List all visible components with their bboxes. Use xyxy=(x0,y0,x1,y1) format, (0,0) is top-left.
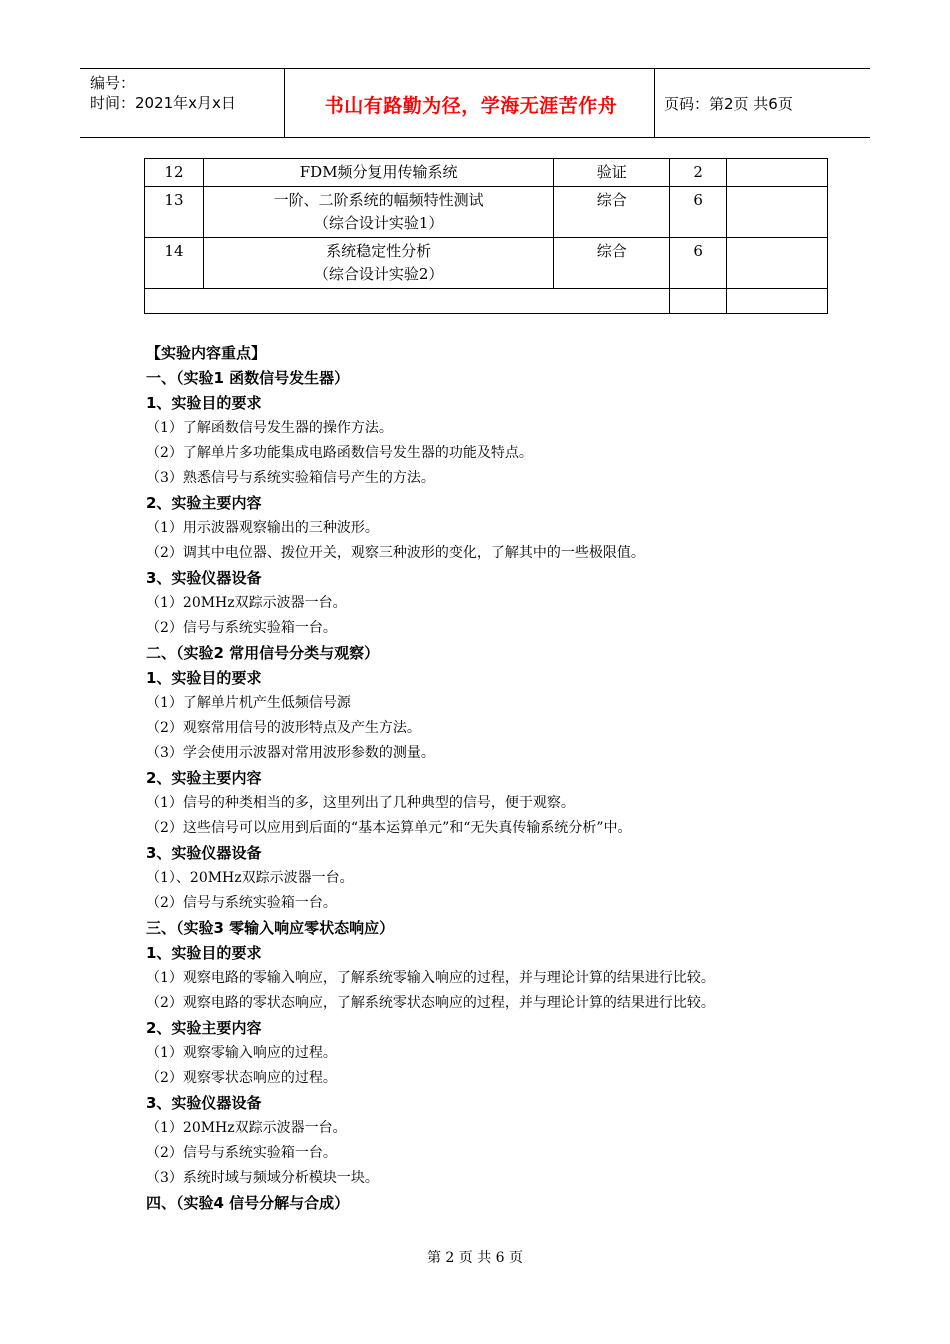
list-item: （1）20MHz双踪示波器一台。 xyxy=(146,595,347,611)
cell-hours: 2 xyxy=(670,159,727,187)
list-item: （3）熟悉信号与系统实验箱信号产生的方法。 xyxy=(146,470,435,486)
experiment-title: 四、（实验4 信号分解与合成） xyxy=(146,1194,350,1212)
header-motto: 书山有路勤为径，学海无涯苦作舟 xyxy=(324,95,618,117)
list-item: （2）观察零状态响应的过程。 xyxy=(146,1070,337,1086)
list-item: （2）观察电路的零状态响应，了解系统零状态响应的过程，并与理论计算的结果进行比较。 xyxy=(146,995,715,1011)
experiment-title: 三、（实验3 零输入响应零状态响应） xyxy=(146,919,395,937)
empty-cell xyxy=(727,289,828,314)
experiment-table xyxy=(144,158,828,314)
list-item: （2）信号与系统实验箱一台。 xyxy=(146,620,337,636)
empty-cell xyxy=(145,289,670,314)
subsection-title: 1、实验目的要求 xyxy=(146,669,262,687)
list-item: （3）系统时域与频域分析模块一块。 xyxy=(146,1170,379,1186)
list-item: （1）了解单片机产生低频信号源 xyxy=(146,695,351,711)
list-item: （1）、20MHz双踪示波器一台。 xyxy=(146,870,354,886)
subsection-title: 3、实验仪器设备 xyxy=(146,844,262,862)
cell-no: 14 xyxy=(145,238,204,289)
table-row xyxy=(145,238,828,289)
cell-type: 验证 xyxy=(554,159,670,187)
header-divider xyxy=(284,69,285,137)
cell-no: 13 xyxy=(145,187,204,238)
subsection-title: 2、实验主要内容 xyxy=(146,494,262,512)
list-item: （2）这些信号可以应用到后面的“基本运算单元”和“无失真传输系统分析”中。 xyxy=(146,820,632,836)
cell-type: 综合 xyxy=(554,187,670,238)
header-divider xyxy=(654,69,655,137)
cell-type: 综合 xyxy=(554,238,670,289)
table-row xyxy=(145,159,828,187)
subsection-title: 2、实验主要内容 xyxy=(146,769,262,787)
list-item: （1）观察零输入响应的过程。 xyxy=(146,1045,337,1061)
experiment-title: 一、（实验1 函数信号发生器） xyxy=(146,369,350,387)
subsection-title: 3、实验仪器设备 xyxy=(146,1094,262,1112)
cell-note xyxy=(727,187,828,238)
list-item: （3）学会使用示波器对常用波形参数的测量。 xyxy=(146,745,435,761)
page-header xyxy=(80,68,870,138)
cell-name-line1: 一阶、二阶系统的幅频特性测试 xyxy=(273,191,484,209)
list-item: （1）了解函数信号发生器的操作方法。 xyxy=(146,420,393,436)
subsection-title: 1、实验目的要求 xyxy=(146,394,262,412)
table-row-empty xyxy=(145,289,828,314)
table-row xyxy=(145,187,828,238)
list-item: （1）观察电路的零输入响应，了解系统零输入响应的过程，并与理论计算的结果进行比较。 xyxy=(146,970,715,986)
cell-no: 12 xyxy=(145,159,204,187)
experiment-title: 二、（实验2 常用信号分类与观察） xyxy=(146,644,380,662)
cell-hours: 6 xyxy=(670,238,727,289)
empty-cell xyxy=(670,289,727,314)
experiment-content xyxy=(146,341,866,1216)
cell-name-line1: 系统稳定性分析 xyxy=(326,242,432,260)
cell-name xyxy=(203,187,553,238)
header-page: 页码：第2页 共6页 xyxy=(664,95,793,113)
list-item: （1）信号的种类相当的多，这里列出了几种典型的信号，便于观察。 xyxy=(146,795,575,811)
cell-name xyxy=(203,238,553,289)
header-meta xyxy=(90,73,236,113)
list-item: （2）信号与系统实验箱一台。 xyxy=(146,895,337,911)
subsection-title: 1、实验目的要求 xyxy=(146,944,262,962)
cell-name: FDM频分复用传输系统 xyxy=(203,159,553,187)
header-number: 编号： xyxy=(90,74,136,92)
cell-name-line2: （综合设计实验1） xyxy=(313,214,444,232)
page-footer: 第 2 页 共 6 页 xyxy=(426,1250,524,1266)
cell-note xyxy=(727,238,828,289)
cell-note xyxy=(727,159,828,187)
section-heading: 【实验内容重点】 xyxy=(146,344,267,362)
cell-hours: 6 xyxy=(670,187,727,238)
list-item: （2）调其中电位器、拨位开关，观察三种波形的变化，了解其中的一些极限值。 xyxy=(146,545,645,561)
list-item: （2）观察常用信号的波形特点及产生方法。 xyxy=(146,720,421,736)
list-item: （1）用示波器观察输出的三种波形。 xyxy=(146,520,379,536)
subsection-title: 3、实验仪器设备 xyxy=(146,569,262,587)
subsection-title: 2、实验主要内容 xyxy=(146,1019,262,1037)
list-item: （2）信号与系统实验箱一台。 xyxy=(146,1145,337,1161)
list-item: （1）20MHz双踪示波器一台。 xyxy=(146,1120,347,1136)
list-item: （2）了解单片多功能集成电路函数信号发生器的功能及特点。 xyxy=(146,445,533,461)
header-time: 时间：2021年x月x日 xyxy=(90,94,236,112)
cell-name-line2: （综合设计实验2） xyxy=(313,265,444,283)
